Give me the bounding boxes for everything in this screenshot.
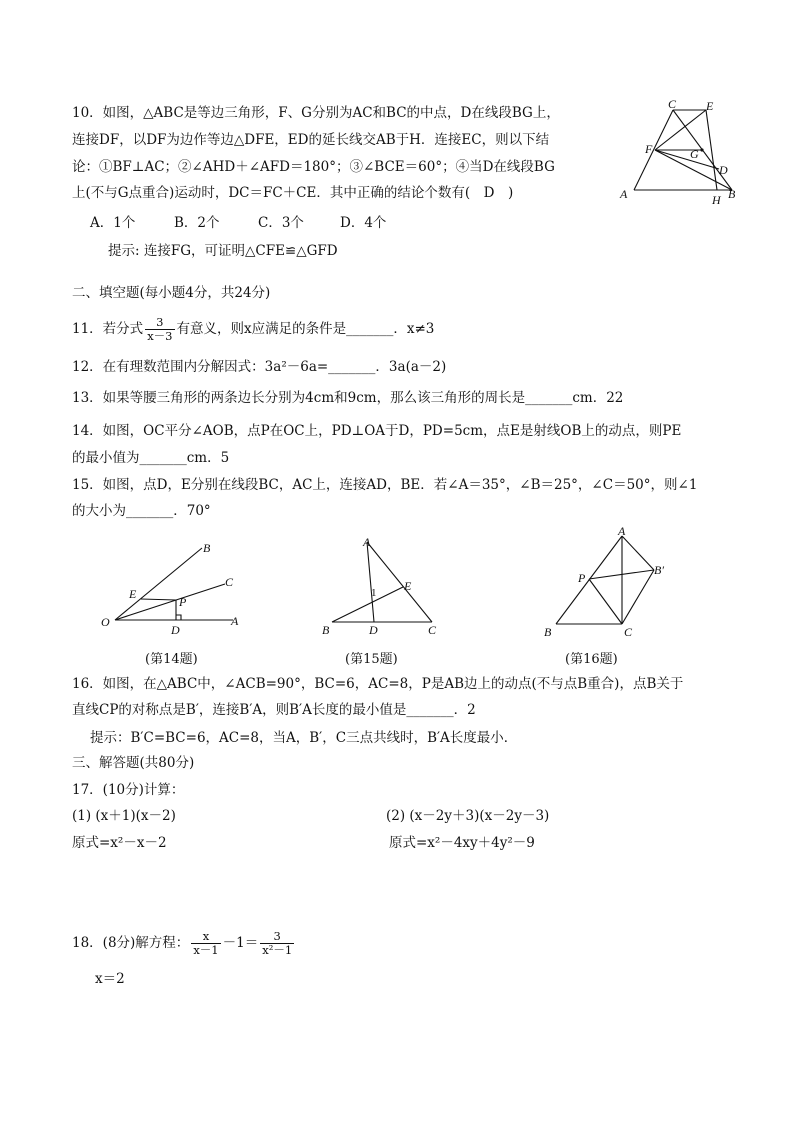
q10-hint: 提示: 连接FG，可证明△CFE≌△GFD bbox=[108, 243, 338, 259]
fig16-label-b: B bbox=[544, 625, 552, 639]
q16-line-2: 直线CP的对称点是B′，连接B′A，则B′A长度的最小值是_______．2 bbox=[72, 702, 476, 718]
label-h: H bbox=[712, 193, 721, 207]
q14-line-2: 的最小值为_______cm．5 bbox=[72, 450, 230, 466]
label-a: A bbox=[620, 187, 628, 201]
segment-ep bbox=[141, 599, 176, 600]
right-angle-mark bbox=[176, 615, 181, 620]
figure-16 bbox=[540, 526, 680, 642]
q18-pre: 18．(8分)解方程： bbox=[72, 935, 190, 951]
q13: 13．如果等腰三角形的两条边长分别为4cm和9cm，那么该三角形的周长是_______cm．22 bbox=[72, 390, 624, 406]
q18-f2-den: x²－1 bbox=[262, 943, 293, 957]
ray-ob bbox=[115, 548, 202, 620]
label-c: C bbox=[668, 98, 677, 111]
q10-option-a: A．1个 bbox=[90, 215, 136, 231]
q10-option-b: B．2个 bbox=[174, 215, 220, 231]
section-3-heading: 三、解答题(共80分) bbox=[72, 755, 195, 771]
fig14-label-p: P bbox=[179, 595, 187, 609]
fig16-label-p: P bbox=[578, 571, 586, 585]
fig16-label-c: C bbox=[624, 625, 633, 639]
fig14-label-a: A bbox=[231, 614, 239, 628]
q11-frac-num: 3 bbox=[145, 316, 174, 330]
segment-be bbox=[332, 587, 403, 622]
q17-answer-1: 原式=x²－x－2 bbox=[72, 835, 167, 851]
q10-option-c: C．3个 bbox=[258, 215, 304, 231]
section-2-heading: 二、填空题(每小题4分，共24分) bbox=[72, 285, 271, 301]
q18-mid: －1＝ bbox=[222, 935, 259, 951]
figure-14 bbox=[95, 536, 255, 641]
q11-post: 有意义，则x应满足的条件是_______．x≠3 bbox=[176, 321, 435, 337]
fig14-label-c: C bbox=[225, 575, 234, 589]
q10-line-4: 上(不与G点重合)运动时，DC＝FC＋CE．其中正确的结论个数有( D ) bbox=[72, 185, 514, 201]
q11-frac-den: x－3 bbox=[147, 329, 173, 343]
figure-16-caption: (第16题) bbox=[565, 652, 618, 667]
q16-hint: 提示：B′C=BC=6，AC=8，当A，B′，C三点共线时，B′A长度最小． bbox=[90, 730, 518, 746]
figure-14-caption: (第14题) bbox=[145, 652, 198, 667]
q17-title: 17．(10分)计算： bbox=[72, 782, 185, 798]
q18 bbox=[72, 930, 296, 957]
fig16-label-a: A bbox=[618, 526, 626, 538]
label-e: E bbox=[706, 99, 714, 113]
label-g: G bbox=[690, 147, 699, 161]
label-d: D bbox=[719, 163, 728, 177]
q10-option-d: D．4个 bbox=[340, 215, 387, 231]
fig14-label-d: D bbox=[171, 623, 180, 637]
q17-part-2: (2) (x－2y＋3)(x－2y－3) bbox=[386, 808, 550, 824]
q14-line-1: 14．如图，OC平分∠AOB，点P在OC上，PD⊥OA于D，PD=5cm，点E是射线OB上的动点，则PE bbox=[72, 423, 682, 439]
fig15-label-1: 1 bbox=[371, 587, 377, 599]
q11-fraction bbox=[145, 316, 174, 343]
fig16-label-b-prime: B′ bbox=[654, 563, 664, 577]
figure-15 bbox=[312, 530, 452, 640]
segment-pc bbox=[589, 579, 622, 624]
q11-pre: 11．若分式 bbox=[72, 321, 144, 337]
figure-15-caption: (第15题) bbox=[345, 652, 398, 667]
fig15-label-a: A bbox=[363, 535, 371, 549]
q17-answer-2: 原式=x²－4xy＋4y²－9 bbox=[389, 835, 535, 851]
segment-ad bbox=[367, 542, 374, 622]
q18-f1-den: x－1 bbox=[193, 943, 219, 957]
fig15-label-c: C bbox=[428, 623, 437, 637]
q10-line-3: 论：①BF⊥AC；②∠AHD＋∠AFD＝180°；③∠BCE＝60°；④当D在线段BG bbox=[72, 159, 555, 175]
q17-part-1: (1) (x＋1)(x－2) bbox=[72, 808, 176, 824]
q15-line-2: 的大小为_______．70° bbox=[72, 503, 211, 519]
fig14-label-e: E bbox=[129, 587, 137, 601]
segment-eh bbox=[706, 110, 717, 190]
fig14-label-o: O bbox=[101, 615, 110, 629]
q10-line-1: 10．如图，△ABC是等边三角形，F、G分别为AC和BC的中点，D在线段BG上， bbox=[72, 105, 560, 121]
q16-line-1: 16．如图，在△ABC中，∠ACB=90°，BC=6，AC=8，P是AB边上的动点(不与点B重合)，点B关于 bbox=[72, 676, 684, 692]
segment-ab-prime bbox=[622, 536, 654, 570]
fig14-label-b: B bbox=[203, 541, 211, 555]
q15-line-1: 15．如图，点D，E分别在线段BC，AC上，连接AD，BE．若∠A＝35°，∠B＝25°，∠C＝50°，则∠1 bbox=[72, 477, 698, 493]
label-b: B bbox=[728, 187, 736, 201]
q10-line-2: 连接DF，以DF为边作等边△DFE，ED的延长线交AB于H．连接EC，则以下结 bbox=[72, 132, 550, 148]
segment-ac bbox=[367, 542, 432, 622]
q10-figure bbox=[612, 98, 742, 210]
q18-fraction-1 bbox=[191, 930, 220, 957]
q18-f2-num: 3 bbox=[260, 930, 294, 944]
fig15-label-d: D bbox=[369, 623, 378, 637]
q18-f1-num: x bbox=[191, 930, 220, 944]
fig15-label-e: E bbox=[404, 579, 412, 593]
label-f: F bbox=[645, 142, 653, 156]
q11 bbox=[72, 316, 434, 343]
segment-b-prime-c bbox=[622, 570, 654, 624]
q12: 12．在有理数范围内分解因式：3a²－6a=_______．3a(a－2) bbox=[72, 359, 447, 375]
q18-fraction-2 bbox=[260, 930, 294, 957]
fig15-label-b: B bbox=[322, 623, 330, 637]
q18-answer: x＝2 bbox=[95, 971, 125, 987]
